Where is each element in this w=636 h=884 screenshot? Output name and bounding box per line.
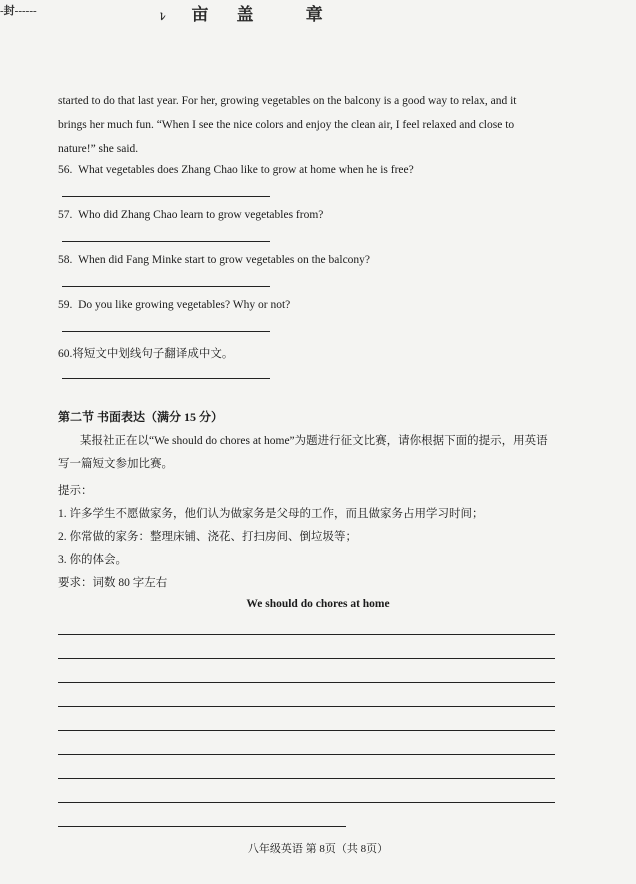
section-heading: 第二节 书面表达（满分 15 分） [58, 410, 224, 424]
passage-line: brings her much fun. “When I see the nice colors and enjoy the clean air, I feel relaxed and close to [58, 119, 515, 131]
hint-item: 1. 许多学生不愿做家务，他们认为做家务是父母的工作，而且做家务占用学习时间； [58, 508, 484, 520]
essay-title: We should do chores at home [246, 598, 390, 610]
writing-line[interactable] [58, 706, 555, 707]
writing-line[interactable] [58, 802, 555, 803]
answer-line-59[interactable] [62, 331, 270, 332]
hint-label: 提示： [58, 485, 93, 497]
seal-stamp-text: ﾚ 亩 盖 章 [160, 5, 347, 24]
writing-line[interactable] [58, 682, 555, 683]
question-58: 58. When did Fang Minke start to grow vegetables on the balcony? [58, 254, 371, 266]
answer-line-60[interactable] [62, 378, 270, 379]
passage-text [58, 89, 558, 161]
answer-line-57[interactable] [62, 241, 270, 242]
passage-line: started to do that last year. For her, growing vegetables on the balcony is a good way to relax, and it [58, 95, 517, 107]
question-56: 56. What vegetables does Zhang Chao like to grow at home when he is free? [58, 164, 414, 176]
binding-margin-mark: -封------ [0, 5, 37, 17]
writing-line[interactable] [58, 826, 346, 827]
writing-line[interactable] [58, 658, 555, 659]
writing-line[interactable] [58, 754, 555, 755]
page-footer: 八年级英语 第 8页（共 8页） [247, 843, 389, 855]
question-57: 57. Who did Zhang Chao learn to grow vegetables from? [58, 209, 324, 221]
writing-line[interactable] [58, 634, 555, 635]
question-60: 60.将短文中划线句子翻译成中文。 [58, 348, 234, 360]
passage-line: nature!” she said. [58, 143, 139, 155]
writing-line[interactable] [58, 778, 555, 779]
writing-task-intro: 某报社正在以“We should do chores at home”为题进行征文比赛，请你根据下面的提示，用英语写一篇短文参加比赛。 [58, 435, 548, 470]
answer-line-56[interactable] [62, 196, 270, 197]
answer-line-58[interactable] [62, 286, 270, 287]
writing-line[interactable] [58, 730, 555, 731]
question-59: 59. Do you like growing vegetables? Why or not? [58, 299, 291, 311]
hint-item: 2. 你常做的家务：整理床铺、浇花、打扫房间、倒垃圾等； [58, 531, 357, 543]
requirement-text: 要求：词数 80 字左右 [58, 577, 168, 589]
hint-item: 3. 你的体会。 [58, 554, 127, 566]
